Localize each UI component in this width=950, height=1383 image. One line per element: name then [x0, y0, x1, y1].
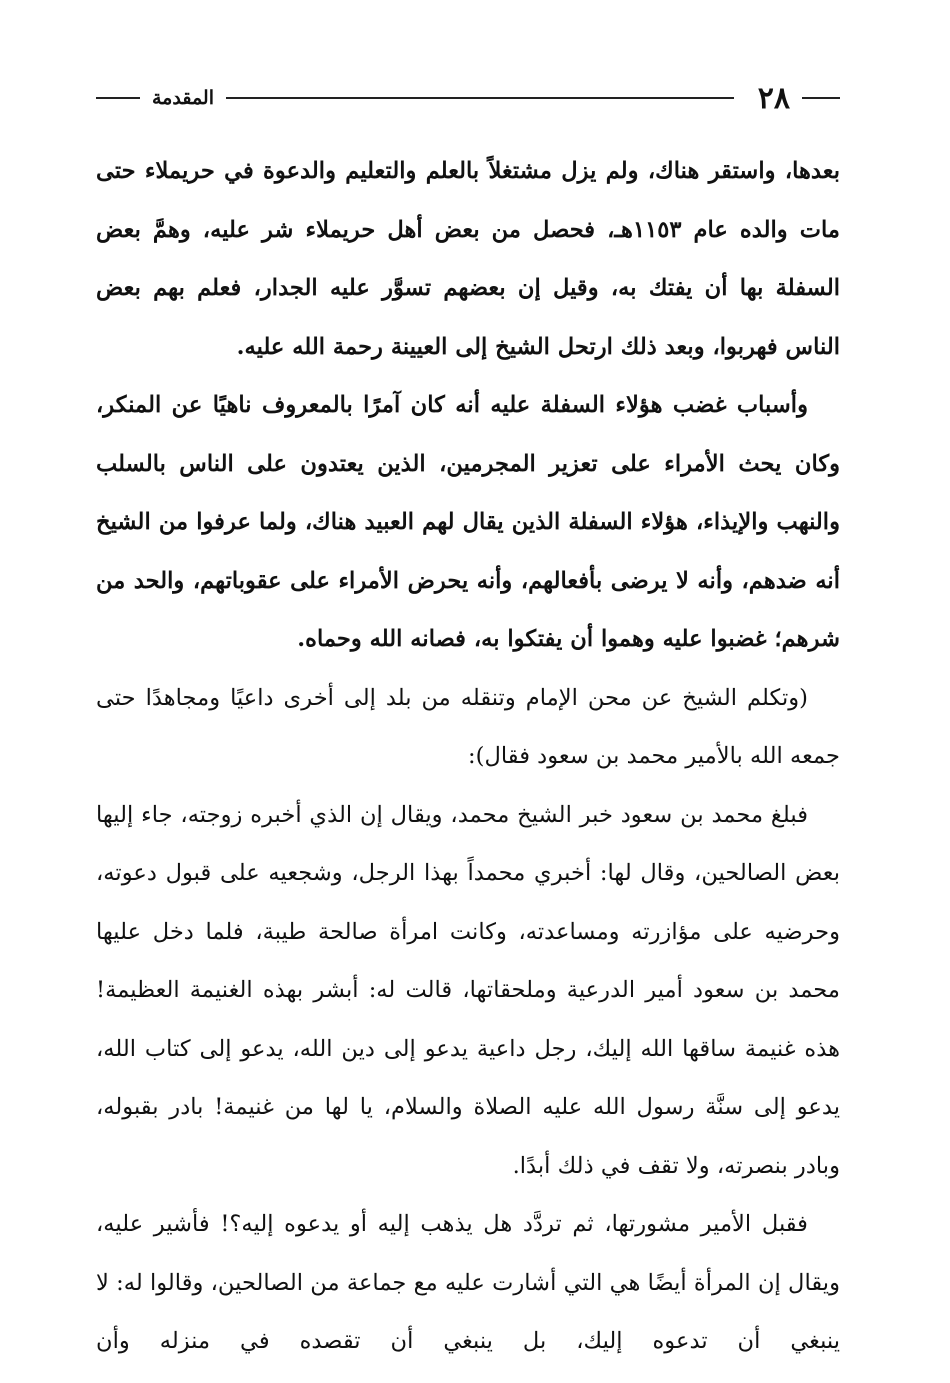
running-head — [96, 78, 840, 118]
paragraph-3: (وتكلم الشيخ عن محن الإمام وتنقله من بلد إلى أخرى داعيًا ومجاهدًا حتى جمعه الله بالأمير محمد بن سعود فقال): — [96, 684, 840, 769]
header-rule — [226, 97, 734, 99]
section-title: المقدمة — [152, 87, 215, 109]
page-number: ٢٨ — [757, 80, 790, 116]
header-trail-rule — [96, 97, 140, 99]
paragraph-1: بعدها، واستقر هناك، ولم يزل مشتغلاً بالعلم والتعليم والدعوة في حريملاء حتى مات والده عام ١١٥٣هـ، فحصل من بعض أهل حريملاء شر عليه، وهمَّ بعض السفلة بها أن يفتك به، وقيل إن بعضهم تسوَّر عليه الجدار، فعلم بهم بعض الناس فهربوا، وبعد ذلك ارتحل الشيخ إلى العيينة رحمة الله عليه. — [96, 158, 840, 360]
paragraph-4: فبلغ محمد بن سعود خبر الشيخ محمد، ويقال إن الذي أخبره زوجته، جاء إليها بعض الصالحين، وقال لها: أخبري محمداً بهذا الرجل، وشجعيه على قبول دعوته، وحرضيه على مؤازرته ومساعدته، وكانت امرأة صالحة طيبة، فلما دخل عليها محمد بن سعود أمير الدرعية وملحقاتها، قالت له: أبشر بهذه الغنيمة العظيمة! هذه غنيمة ساقها الله إليك، رجل داعية يدعو إلى دين الله، يدعو إلى كتاب الله، يدعو إلى سنَّة رسول الله عليه الصلاة والسلام، يا لها من غنيمة! بادر بقبوله، وبادر بنصرته، ولا تقف في ذلك أبدًا. — [96, 801, 840, 1179]
text-body — [96, 142, 840, 1371]
paragraph-2: وأسباب غضب هؤلاء السفلة عليه أنه كان آمرًا بالمعروف ناهيًا عن المنكر، وكان يحث الأمراء على تعزير المجرمين، الذين يعتدون على الناس بالسلب والنهب والإيذاء، هؤلاء السفلة الذين يقال لهم العبيد هناك، ولما عرفوا من الشيخ أنه ضدهم، وأنه لا يرضى بأفعالهم، وأنه يحرض الأمراء على عقوباتهم، والحد من شرهم؛ غضبوا عليه وهموا أن يفتكوا به، فصانه الله وحماه. — [96, 392, 840, 652]
header-lead-rule — [802, 97, 840, 99]
paragraph-5: فقبل الأمير مشورتها، ثم تردَّد هل يذهب إليه أو يدعوه إليه؟! فأشير عليه، ويقال إن المرأة أيضًا هي التي أشارت عليه مع جماعة من الصالحين، وقالوا له: لا ينبغي أن تدعوه إليك، بل ينبغي أن تقصده في منزله وأن — [96, 1211, 840, 1354]
